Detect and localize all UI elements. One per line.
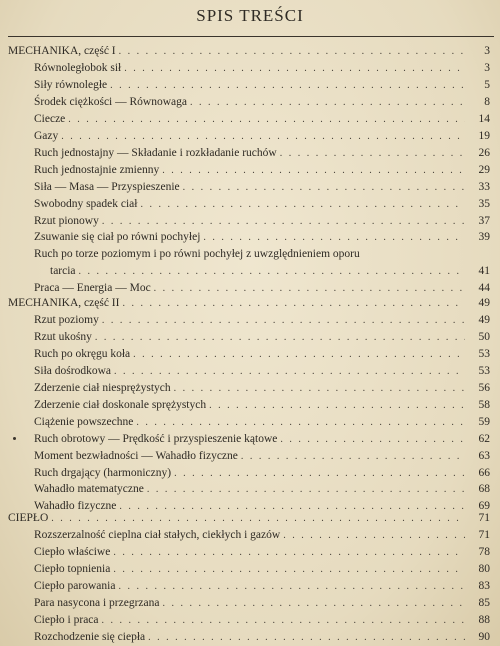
toc-entry xyxy=(34,229,490,245)
toc-entry-page-number: 90 xyxy=(478,630,490,643)
toc-entry xyxy=(34,363,490,379)
toc-entry-label: Rzut ukośny xyxy=(34,330,92,343)
dot-leader xyxy=(110,78,465,94)
toc-entry-page-number: 68 xyxy=(478,483,490,496)
dot-leader xyxy=(61,129,465,145)
dot-leader xyxy=(102,313,465,329)
toc-entry xyxy=(34,213,490,229)
toc-entry-page-number: 58 xyxy=(478,398,490,411)
section-heading xyxy=(8,43,490,59)
toc-entry-label: Równoległobok sił xyxy=(34,61,122,74)
section-heading-label: CIEPŁO xyxy=(8,512,49,524)
toc-entry-page-number: 83 xyxy=(478,579,490,592)
toc-entry-label: Siła dośrodkowa xyxy=(34,364,111,377)
dot-leader xyxy=(118,579,465,595)
dot-leader xyxy=(162,596,465,612)
dot-leader xyxy=(113,562,465,578)
toc-entry-label: Gazy xyxy=(34,129,59,142)
toc-entry-page-number: 44 xyxy=(478,282,490,295)
toc-entry xyxy=(34,94,490,110)
toc-entry-label: Ciecze xyxy=(34,112,66,125)
toc-entry xyxy=(34,145,490,161)
toc-entry-label: Para nasycona i przegrzana xyxy=(34,596,160,609)
dot-leader xyxy=(190,95,465,111)
toc-entry xyxy=(34,196,490,212)
toc-entry xyxy=(34,60,490,76)
toc-entry-page-number: 53 xyxy=(478,347,490,360)
dot-leader xyxy=(136,415,465,431)
toc-entry-page-number: 5 xyxy=(484,78,490,91)
toc-entry-label: Swobodny spadek ciał xyxy=(34,197,138,210)
toc-entry-label: Siła — Masa — Przyspieszenie xyxy=(34,180,180,193)
dot-leader xyxy=(102,613,465,629)
dot-leader xyxy=(133,347,465,363)
toc-entry-label: Środek ciężkości — Równowaga xyxy=(34,95,187,108)
dot-leader xyxy=(148,630,465,646)
toc-entry xyxy=(34,380,490,396)
toc-entry-label: Zsuwanie się ciał po równi pochyłej xyxy=(34,231,201,244)
toc-entry xyxy=(34,128,490,144)
toc-entry-label: Ruch po okręgu koła xyxy=(34,347,131,360)
toc-entry-label: Rozchodzenie się ciepła xyxy=(34,630,146,643)
toc-entry xyxy=(34,414,490,430)
ink-spot xyxy=(13,437,16,440)
toc-entry xyxy=(34,77,490,93)
toc-entry-page-number: 62 xyxy=(478,432,490,445)
toc-entry-page-number: 8 xyxy=(484,95,490,108)
toc-entry-label: Siły równoległe xyxy=(34,78,108,91)
toc-entry xyxy=(34,561,490,577)
toc-entry xyxy=(34,481,490,497)
dot-leader xyxy=(174,381,465,397)
section-heading-page-number: 49 xyxy=(478,297,490,309)
toc-entry xyxy=(34,629,490,645)
toc-entry xyxy=(34,448,490,464)
dot-leader xyxy=(113,545,465,561)
page-title: SPIS TREŚCI xyxy=(196,6,304,25)
toc-entry xyxy=(34,612,490,628)
section-heading xyxy=(8,295,490,311)
toc-entry xyxy=(34,179,490,195)
dot-leader xyxy=(283,528,465,544)
toc-entry-page-number: 78 xyxy=(478,545,490,558)
dot-leader xyxy=(183,180,465,196)
toc-entry xyxy=(34,280,490,296)
toc-entry-label: Ciepło i praca xyxy=(34,613,99,626)
toc-entry-page-number: 19 xyxy=(478,129,490,142)
toc-entry xyxy=(34,578,490,594)
toc-entry xyxy=(34,595,490,611)
toc-entry-page-number: 59 xyxy=(478,415,490,428)
toc-entry xyxy=(34,544,490,560)
dot-leader xyxy=(203,230,465,246)
toc-entry-page-number: 80 xyxy=(478,562,490,575)
toc-entry-continuation-label: tarcia xyxy=(50,265,76,278)
dot-leader xyxy=(140,197,465,213)
toc-entry-label: Ruch obrotowy — Prędkość i przyspieszenie kątowe xyxy=(34,432,278,445)
toc-entry xyxy=(34,465,490,481)
toc-entry-label: Zderzenie ciał doskonale sprężystych xyxy=(34,398,207,411)
dot-leader xyxy=(174,466,465,482)
toc-entry-label: Ruch drgający (harmoniczny) xyxy=(34,466,172,479)
toc-entry xyxy=(34,246,490,262)
toc-entry xyxy=(34,431,490,447)
toc-entry-page-number: 49 xyxy=(478,313,490,326)
toc-entry-label: Ciążenie powszechne xyxy=(34,415,134,428)
toc-entry-page-number: 85 xyxy=(478,596,490,609)
dot-leader xyxy=(68,112,465,128)
toc-entry-page-number: 50 xyxy=(478,330,490,343)
toc-entry-label: Ruch jednostajnie zmienny xyxy=(34,163,160,176)
toc-entry-label: Wahadło matematyczne xyxy=(34,483,144,496)
toc-entry-label: Rzut pionowy xyxy=(34,214,99,227)
dot-leader xyxy=(114,364,465,380)
toc-entry-label: Wahadło fizyczne xyxy=(34,500,117,513)
dot-leader xyxy=(122,296,465,312)
toc-entry-label: Rzut poziomy xyxy=(34,313,99,326)
toc-entry-label: Ruch jednostajny — Składanie i rozkładanie ruchów xyxy=(34,146,277,159)
toc-entry-page-number: 37 xyxy=(478,214,490,227)
dot-leader xyxy=(280,432,465,448)
toc-entry-page-number: 53 xyxy=(478,364,490,377)
dot-leader xyxy=(79,264,465,280)
dot-leader xyxy=(124,61,465,77)
toc-entry-label: Moment bezwładności — Wahadło fizyczne xyxy=(34,449,238,462)
toc-entry-label: Ruch po torze poziomym i po równi pochyłej z uwzględnieniem oporu xyxy=(34,248,360,261)
toc-entry xyxy=(34,329,490,345)
section-heading-label: MECHANIKA, część I xyxy=(8,45,116,57)
toc-entry-page-number: 14 xyxy=(478,112,490,125)
toc-entry-page-number: 63 xyxy=(478,449,490,462)
toc-entry-page-number: 26 xyxy=(478,146,490,159)
toc-entry-label: Zderzenie ciał niesprężystych xyxy=(34,381,171,394)
section-heading-label: MECHANIKA, część II xyxy=(8,297,120,309)
toc-entry xyxy=(34,397,490,413)
dot-leader xyxy=(102,214,465,230)
toc-entry-page-number: 33 xyxy=(478,180,490,193)
dot-leader xyxy=(147,482,465,498)
toc-entry xyxy=(34,346,490,362)
toc-entry-label: Rozszerzalność cieplna ciał stałych, ciekłych i gazów xyxy=(34,528,281,541)
toc-entry-label: Praca — Energia — Moc xyxy=(34,282,151,295)
toc-entry-page-number: 69 xyxy=(478,500,490,513)
section-heading xyxy=(8,510,490,526)
section-heading-page-number: 3 xyxy=(484,45,490,57)
toc-entry-page-number: 3 xyxy=(484,61,490,74)
dot-leader xyxy=(162,163,465,179)
toc-entry-page-number: 66 xyxy=(478,466,490,479)
dot-leader xyxy=(51,511,465,527)
toc-entry-label: Ciepło właściwe xyxy=(34,545,111,558)
dot-leader xyxy=(280,146,465,162)
dot-leader xyxy=(241,449,465,465)
toc-entry-page-number: 71 xyxy=(478,528,490,541)
toc-entry-page-number: 39 xyxy=(478,231,490,244)
toc-entry xyxy=(34,162,490,178)
toc-entry-continuation xyxy=(50,263,490,279)
dot-leader xyxy=(95,330,465,346)
toc-entry-page-number: 88 xyxy=(478,613,490,626)
toc-entry-page-number: 56 xyxy=(478,381,490,394)
toc-entry-page-number: 35 xyxy=(478,197,490,210)
section-heading-page-number: 71 xyxy=(478,512,490,524)
toc-entry xyxy=(34,527,490,543)
toc-entry-continuation-page-number: 41 xyxy=(478,265,490,278)
toc-entry xyxy=(34,312,490,328)
dot-leader xyxy=(119,44,465,60)
toc-entry-label: Ciepło parowania xyxy=(34,579,116,592)
toc-entry-label: Ciepło topnienia xyxy=(34,562,111,575)
title-rule xyxy=(8,36,494,37)
toc-entry-page-number: 29 xyxy=(478,163,490,176)
dot-leader xyxy=(209,398,465,414)
toc-entry xyxy=(34,111,490,127)
